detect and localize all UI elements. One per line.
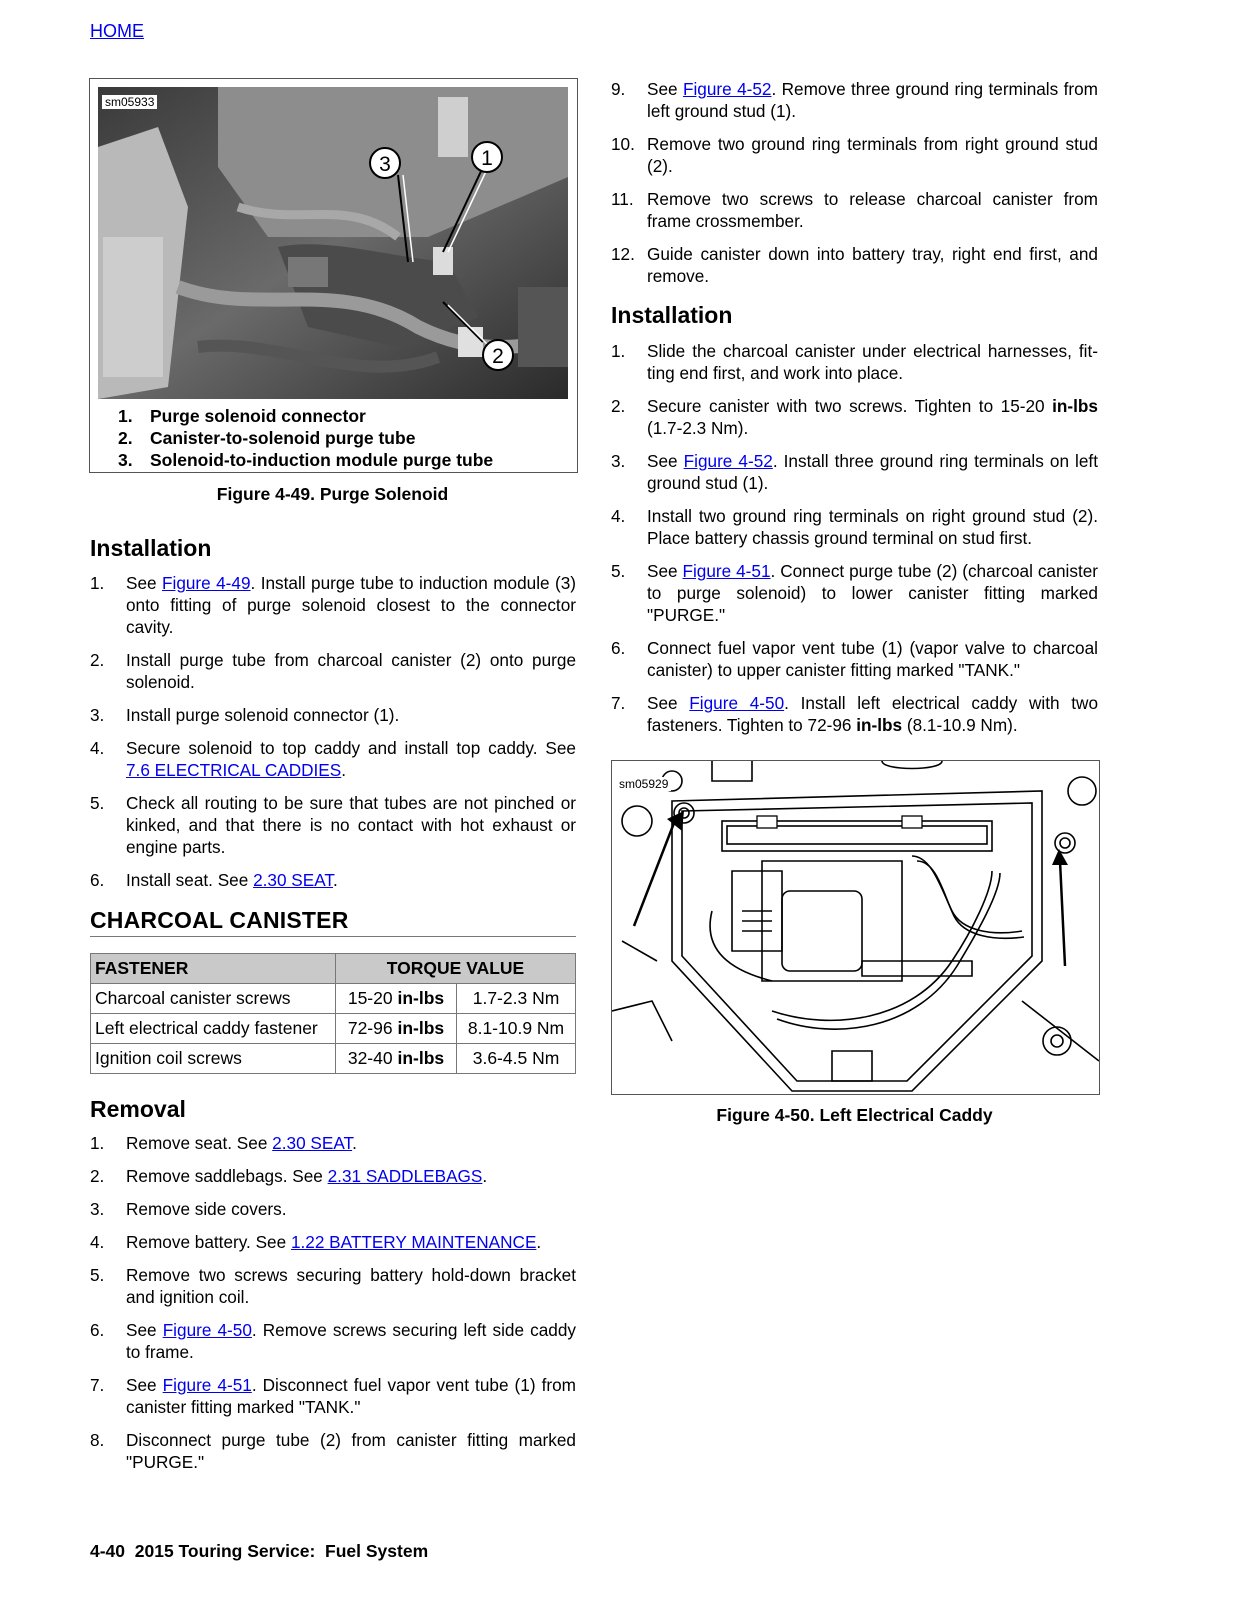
list-item [611, 692, 1098, 736]
installation-steps-right [611, 340, 1098, 747]
removal-steps-continued [611, 78, 1098, 298]
step-text: Check all routing to be sure that tubes are not pinched or kinked, and that there is no contact with hot exhaust or engine parts. [126, 793, 576, 857]
step-number: 4. [611, 506, 626, 526]
step-text: Remove two ground ring terminals from right ground stud (2). [647, 134, 1098, 176]
step-text: See [647, 79, 683, 99]
step-text: See [126, 573, 162, 593]
step-number: 1. [611, 341, 626, 361]
step-text: . Install three ground ring terminals on left ground stud (1). [647, 451, 1098, 493]
list-item [611, 395, 1098, 439]
table-cell-metric: 1.7-2.3 Nm [457, 984, 576, 1014]
cross-reference-link[interactable]: 2.31 SADDLEBAGS [327, 1166, 483, 1186]
callout-2: 2 [492, 345, 504, 368]
list-item [90, 1231, 576, 1253]
installation-steps-list [90, 572, 576, 902]
list-item [611, 243, 1098, 287]
table-header-fastener: FASTENER [91, 954, 336, 984]
list-item [90, 572, 576, 638]
cross-reference-link[interactable]: 2.30 SEAT [272, 1133, 353, 1153]
figure-4-49-frame [89, 78, 578, 473]
list-item [90, 649, 576, 693]
step-number: 7. [611, 693, 626, 713]
step-text: Install seat. See [126, 870, 254, 890]
list-item [90, 1264, 576, 1308]
figure-legend [118, 405, 493, 471]
step-number: 3. [611, 451, 626, 471]
table-row [91, 984, 576, 1014]
list-item [611, 560, 1098, 626]
step-number: 2. [611, 396, 626, 416]
table-row [91, 1044, 576, 1074]
step-text: See [126, 1320, 163, 1340]
step-text: . [536, 1232, 542, 1252]
purge-solenoid-photo [98, 87, 568, 399]
legend-item: 1. Purge solenoid connector [118, 406, 366, 426]
step-text: Remove saddlebags. See [126, 1166, 328, 1186]
table-row [91, 1014, 576, 1044]
charcoal-canister-heading: CHARCOAL CANISTER [90, 907, 349, 933]
step-text: Install purge tube from charcoal canister (2) onto purge solenoid. [126, 650, 576, 692]
step-text: . [482, 1166, 488, 1186]
step-number: 7. [90, 1375, 105, 1395]
step-text: . Remove three ground ring terminals from left ground stud (1). [647, 79, 1098, 121]
step-text: Disconnect purge tube (2) from canister fitting marked "PURGE." [126, 1430, 576, 1472]
figure-caption: Figure 4-49. Purge Solenoid [216, 484, 449, 504]
step-text: . Install purge tube to induction module (3) onto fitting of purge solenoid closest to the connector cavity. [126, 573, 576, 637]
step-text: Remove seat. See [126, 1133, 273, 1153]
step-text: . Disconnect fuel vapor vent tube (1) from canister fitting marked "TANK." [126, 1375, 576, 1417]
step-text: Slide the charcoal canister under electrical harnesses, fit-ting end first, and work into place. [647, 341, 1098, 383]
table-cell-fastener: Left electrical caddy fastener [91, 1014, 336, 1044]
callout-1: 1 [481, 147, 493, 170]
step-text: . [333, 870, 338, 890]
step-number: 2. [90, 1166, 105, 1186]
cross-reference-link[interactable]: 2.30 SEAT [253, 870, 334, 890]
step-number: 3. [90, 1199, 105, 1219]
list-item [90, 1429, 576, 1473]
list-item [90, 869, 576, 891]
list-item [90, 1198, 576, 1220]
figure-code: sm05929 [616, 777, 671, 791]
step-number: 11. [611, 189, 634, 209]
table-cell-value: 32-40 in-lbs [336, 1044, 457, 1074]
cross-reference-link[interactable]: Figure 4-52 [683, 451, 773, 471]
step-number: 4. [90, 1232, 105, 1252]
figure-4-50-frame [611, 760, 1100, 1095]
step-text: Remove battery. See [126, 1232, 291, 1252]
step-number: 6. [611, 638, 626, 658]
callout-3: 3 [379, 153, 391, 176]
step-text: Secure canister with two screws. Tighten to 15-20 [647, 396, 1053, 416]
step-number: 10. [611, 134, 635, 154]
table-cell-value: 72-96 in-lbs [336, 1014, 457, 1044]
step-text: Remove side covers. [126, 1199, 287, 1219]
step-number: 5. [611, 561, 626, 581]
list-item [611, 188, 1098, 232]
torque-unit: in-lbs [1052, 396, 1098, 416]
cross-reference-link[interactable]: Figure 4-50 [689, 693, 785, 713]
step-number: 6. [90, 870, 105, 890]
list-item [611, 133, 1098, 177]
page-footer: 4-40 2015 Touring Service: Fuel System [90, 1541, 429, 1561]
list-item [90, 1165, 576, 1187]
step-number: 6. [90, 1320, 105, 1340]
legend-item: 2. Canister-to-solenoid purge tube [118, 428, 416, 448]
step-number: 5. [90, 793, 105, 813]
step-text: . [352, 1133, 357, 1153]
step-text: Install two ground ring terminals on right ground stud (2). Place battery chassis ground terminal on stud first. [647, 506, 1098, 548]
step-text: Remove two screws securing battery hold-down bracket and ignition coil. [126, 1265, 576, 1307]
table-cell-fastener: Charcoal canister screws [91, 984, 336, 1014]
left-electrical-caddy-drawing [612, 761, 1099, 1094]
table-cell-fastener: Ignition coil screws [91, 1044, 336, 1074]
list-item [90, 792, 576, 858]
cross-reference-link[interactable]: Figure 4-49 [162, 573, 251, 593]
step-number: 3. [90, 705, 105, 725]
list-item [90, 737, 576, 781]
step-number: 1. [90, 573, 105, 593]
list-item [611, 505, 1098, 549]
step-text: Connect fuel vapor vent tube (1) (vapor valve to charcoal canister) to upper canister fitting marked "TANK." [647, 638, 1098, 680]
list-item [611, 78, 1098, 122]
step-text: (8.1-10.9 Nm). [902, 715, 1018, 735]
step-text: Remove two screws to release charcoal canister from frame crossmember. [647, 189, 1098, 231]
legend-item: 3. Solenoid-to-induction module purge tube [118, 450, 494, 470]
list-item [611, 450, 1098, 494]
removal-steps-list [90, 1132, 576, 1484]
removal-heading: Removal [90, 1096, 186, 1122]
table-cell-metric: 3.6-4.5 Nm [457, 1044, 576, 1074]
cross-reference-link[interactable]: Figure 4-52 [682, 79, 772, 99]
step-text: See [126, 1375, 163, 1395]
list-item [90, 1132, 576, 1154]
cross-reference-link[interactable]: Figure 4-51 [682, 561, 771, 581]
step-text: (1.7-2.3 Nm). [647, 418, 749, 438]
installation-heading-right: Installation [611, 302, 733, 328]
step-number: 1. [90, 1133, 105, 1153]
cross-reference-link[interactable]: 7.6 ELECTRICAL CADDIES [126, 760, 342, 780]
table-cell-value: 15-20 in-lbs [336, 984, 457, 1014]
step-text: See [647, 693, 690, 713]
cross-reference-link[interactable]: Figure 4-50 [162, 1320, 252, 1340]
step-number: 5. [90, 1265, 105, 1285]
installation-heading: Installation [90, 535, 212, 561]
step-text: Install purge solenoid connector (1). [126, 705, 400, 725]
cross-reference-link[interactable]: 1.22 BATTERY MAINTENANCE [290, 1232, 537, 1252]
step-text: See [647, 561, 683, 581]
step-text: . Remove screws securing left side caddy to frame. [126, 1320, 576, 1362]
step-text: See [647, 451, 684, 471]
figure-caption: Figure 4-50. Left Electrical Caddy [716, 1105, 993, 1125]
step-text: Secure solenoid to top caddy and install top caddy. See [126, 738, 576, 758]
step-number: 2. [90, 650, 105, 670]
list-item [611, 637, 1098, 681]
torque-table [90, 953, 576, 1074]
heading-rule [90, 936, 576, 937]
table-cell-metric: 8.1-10.9 Nm [457, 1014, 576, 1044]
step-text: . [341, 760, 347, 780]
torque-unit: in-lbs [856, 715, 903, 735]
table-header-torque: TORQUE VALUE [336, 954, 576, 984]
step-number: 12. [611, 244, 635, 264]
home-link[interactable]: HOME [90, 21, 144, 41]
list-item [90, 1374, 576, 1418]
cross-reference-link[interactable]: Figure 4-51 [162, 1375, 252, 1395]
list-item [90, 1319, 576, 1363]
step-text: . Connect purge tube (2) (charcoal canister to purge solenoid) to lower canister fitting marked "PURGE." [647, 561, 1098, 625]
step-text: . Install left electrical caddy with two fasteners. Tighten to 72-96 [647, 693, 1099, 735]
step-text: Guide canister down into battery tray, right end first, and remove. [647, 244, 1098, 286]
step-number: 4. [90, 738, 105, 758]
step-number: 8. [90, 1430, 105, 1450]
list-item [90, 704, 576, 726]
list-item [611, 340, 1098, 384]
figure-code: sm05933 [102, 95, 157, 109]
step-number: 9. [611, 79, 626, 99]
